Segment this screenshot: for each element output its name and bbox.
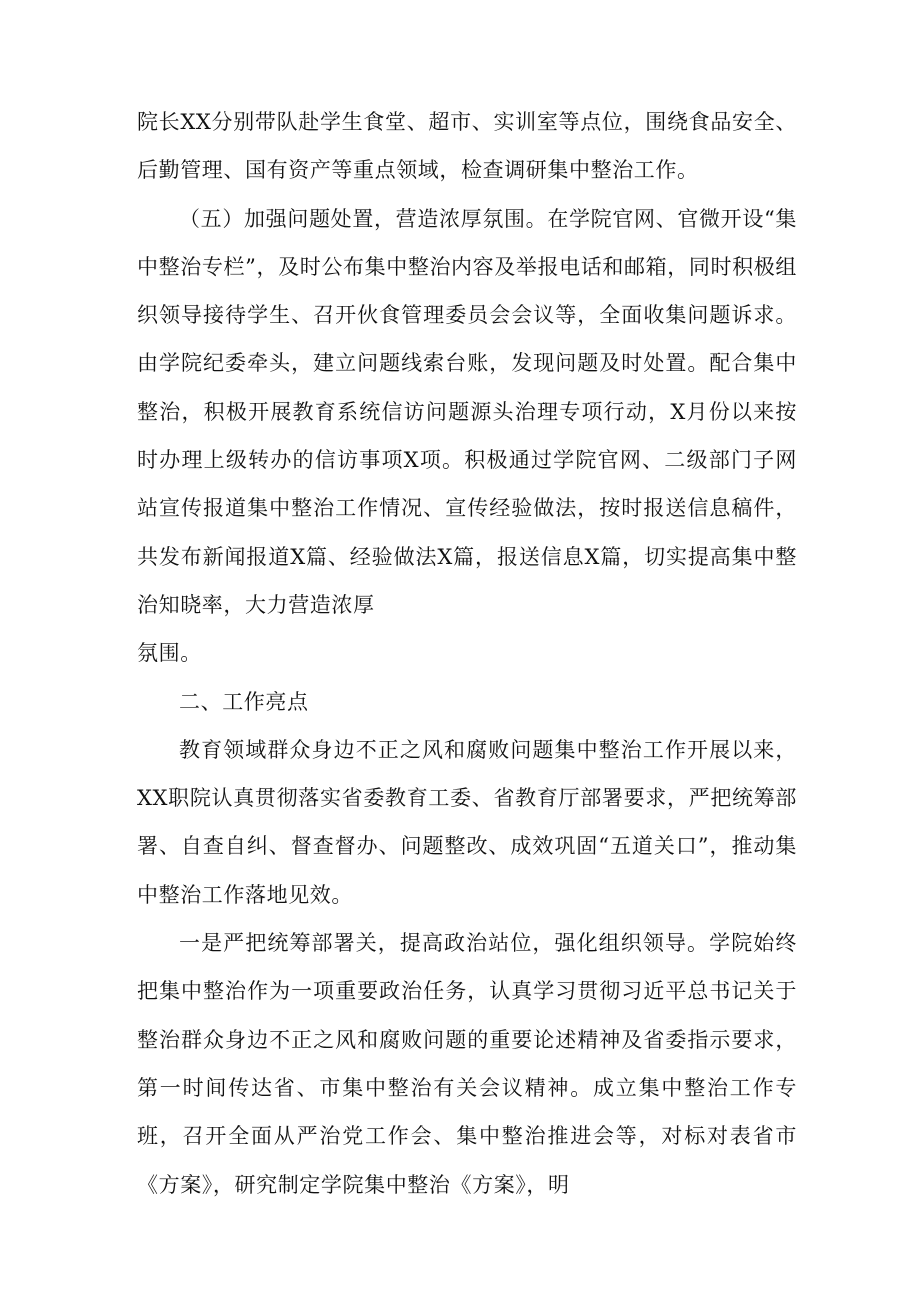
paragraph-problem-handling: （五）加强问题处置，营造浓厚氛围。在学院官网、官微开设“集中整治专栏”，及时公布集中整治内容及举报电话和邮箱，同时积极组织领导接待学生、召开伙食管理委员会会议等，全面收集问题诉求。由学院纪委牵头，建立问题线索台账，发现问题及时处置。配合集中整治，积极开展教育系统信访问题源头治理专项行动，X月份以来按时办理上级转办的信访事项X项。积极通过学院官网、二级部门子网站宣传报道集中整治工作情况、宣传经验做法，按时报送信息稿件，共发布新闻报道X篇、经验做法X篇，报送信息X篇，切实提高集中整治知晓率，大力营造浓厚 氛围。 — [137, 206, 797, 666]
document-body — [137, 98, 797, 1209]
section-heading-highlights: 二、工作亮点 — [179, 689, 309, 714]
paragraph-highlights-intro: 教育领域群众身边不正之风和腐败问题集中整治工作开展以来，XX职院认真贯彻落实省委教育工委、省教育厅部署要求，严把统筹部署、自查自纠、督查督办、问题整改、成效巩固“五道关口”，推动集中整治工作落地见效。 — [137, 737, 797, 907]
paragraph-coordination: 一是严把统筹部署关，提高政治站位，强化组织领导。学院始终把集中整治作为一项重要政治任务，认真学习贯彻习近平总书记关于整治群众身边不正之风和腐败问题的重要论述精神及省委指示要求，第一时间传达省、市集中整治有关会议精神。成立集中整治工作专班，召开全面从严治党工作会、集中整治推进会等，对标对表省市《方案》，研究制定学院集中整治《方案》，明 — [137, 931, 797, 1197]
paragraph-continuation: 院长XX分别带队赴学生食堂、超市、实训室等点位，围绕食品安全、后勤管理、国有资产等重点领域，检查调研集中整治工作。 — [137, 110, 797, 183]
